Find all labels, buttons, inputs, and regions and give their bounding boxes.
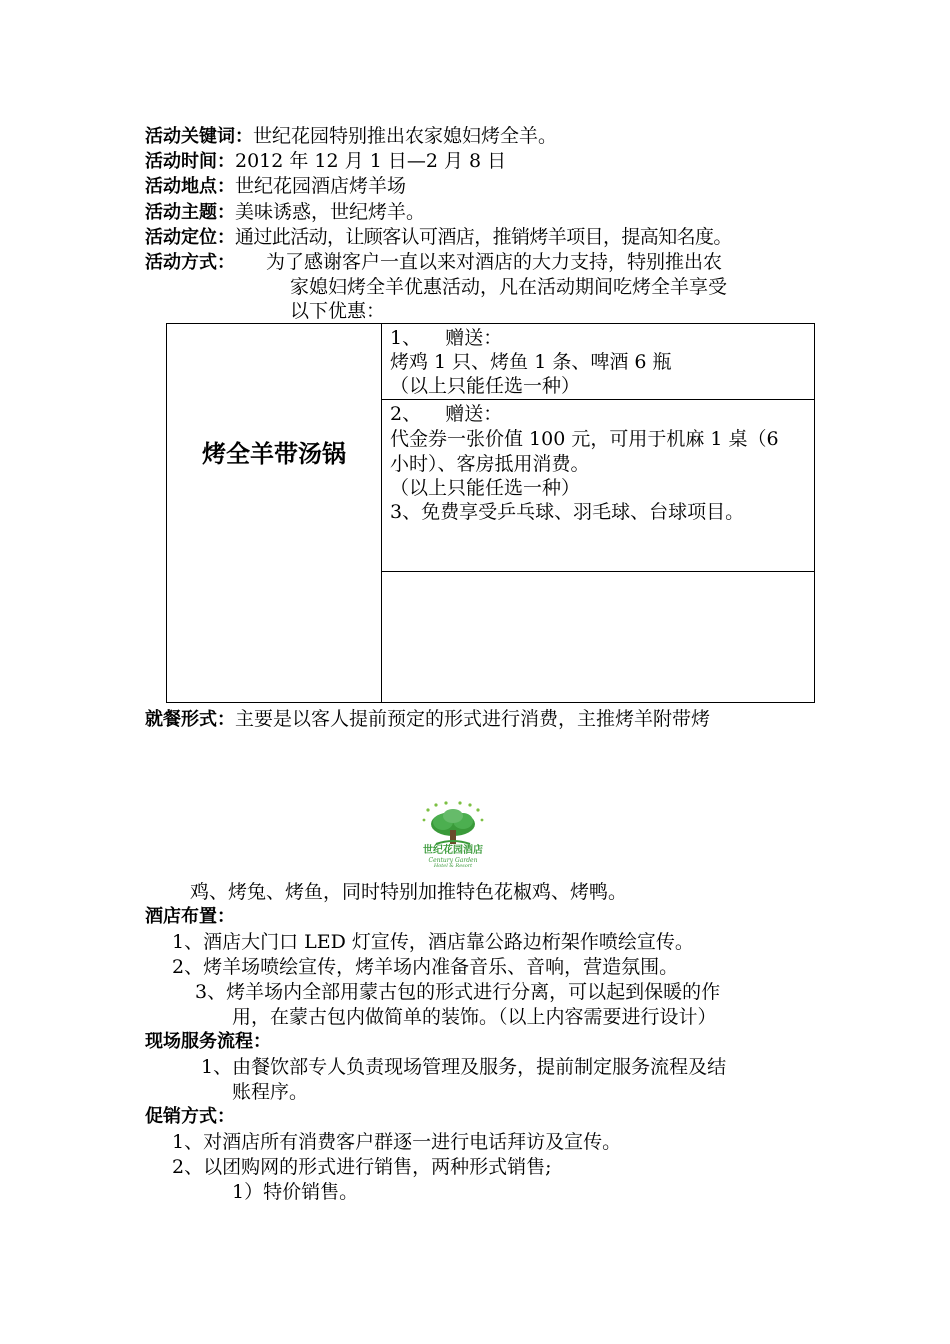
offer-table xyxy=(166,323,815,703)
logo-text-en2: Hotel & Resort xyxy=(433,863,473,869)
layout-item-2: 2、烤羊场喷绘宣传，烤羊场内准备音乐、音响，营造氛围。 xyxy=(172,956,679,978)
offer2-line2: 小时）、客房抵用消费。 xyxy=(390,453,590,475)
layout-item-1: 1、酒店大门口 LED 灯宣传，酒店靠公路边桁架作喷绘宣传。 xyxy=(172,931,694,953)
service-label: 现场服务流程： xyxy=(145,1031,271,1052)
method-line xyxy=(145,250,235,275)
table-divider-row1 xyxy=(381,399,814,400)
table-divider-row2 xyxy=(381,571,814,572)
position-value: 通过此活动，让顾客认可酒店，推销烤羊项目，提高知名度。 xyxy=(235,226,732,248)
promo-label: 促销方式： xyxy=(145,1106,235,1127)
position-line xyxy=(145,225,732,250)
offer1-head: 1、 赠送： xyxy=(390,327,503,349)
keyword-line xyxy=(145,124,557,149)
promo-item-2: 2、以团购网的形式进行销售，两种形式销售; xyxy=(172,1156,552,1178)
table-left-title: 烤全羊带汤锅 xyxy=(202,440,346,468)
offer2-line3: （以上只能任选一种） xyxy=(390,477,581,499)
time-label: 活动时间： xyxy=(145,151,235,172)
keyword-label: 活动关键词： xyxy=(145,126,253,147)
method-label: 活动方式： xyxy=(145,252,235,273)
dining-label: 就餐形式： xyxy=(145,709,235,730)
place-line xyxy=(145,174,406,199)
promo-sub-1: 1）特价销售。 xyxy=(232,1181,359,1203)
theme-label: 活动主题： xyxy=(145,202,235,223)
table-divider-vertical xyxy=(381,324,382,702)
offer1-line2: （以上只能任选一种） xyxy=(390,375,581,397)
method-text-2: 家媳妇烤全羊优惠活动，凡在活动期间吃烤全羊享受 xyxy=(290,276,728,298)
service-item-1-line2: 账程序。 xyxy=(232,1081,309,1103)
offer1-line1: 烤鸡 1 只、烤鱼 1 条、啤酒 6 瓶 xyxy=(390,351,672,373)
theme-line xyxy=(145,200,425,225)
place-value: 世纪花园酒店烤羊场 xyxy=(235,175,407,197)
method-text-1: 为了感谢客户一直以来对酒店的大力支持，特别推出农 xyxy=(266,251,723,273)
keyword-value: 世纪花园特别推出农家媳妇烤全羊。 xyxy=(253,125,558,147)
service-item-1-line1: 1、由餐饮部专人负责现场管理及服务，提前制定服务流程及结 xyxy=(201,1056,727,1078)
layout-item-3-line2: 用，在蒙古包内做简单的装饰。（以上内容需要进行设计） xyxy=(232,1006,717,1028)
layout-label: 酒店布置： xyxy=(145,906,235,927)
hotel-logo xyxy=(416,800,490,870)
time-line xyxy=(145,149,506,174)
offer3-line1: 3、免费享受乒乓球、羽毛球、台球项目。 xyxy=(390,501,745,523)
place-label: 活动地点： xyxy=(145,176,235,197)
position-label: 活动定位： xyxy=(145,227,235,248)
offer2-head: 2、 赠送： xyxy=(390,403,503,425)
dining-value: 主要是以客人提前预定的形式进行消费，主推烤羊附带烤 xyxy=(235,708,711,730)
dining-continued: 鸡、烤兔、烤鱼，同时特别加推特色花椒鸡、烤鸭。 xyxy=(190,881,628,903)
dining-line xyxy=(145,707,710,732)
logo-text-cn: 世纪花园酒店 xyxy=(423,845,483,856)
promo-item-1: 1、对酒店所有消费客户群逐一进行电话拜访及宣传。 xyxy=(172,1131,622,1153)
logo-text-en: Century Garden xyxy=(428,857,478,864)
offer2-line1: 代金券一张价值 100 元，可用于机麻 1 桌（6 xyxy=(390,428,779,450)
method-text-3: 以下优惠： xyxy=(290,300,386,322)
layout-item-3-line1: 3、烤羊场内全部用蒙古包的形式进行分离，可以起到保暖的作 xyxy=(195,981,721,1003)
time-value: 2012 年 12 月 1 日—2 月 8 日 xyxy=(235,150,507,172)
theme-value: 美味诱惑，世纪烤羊。 xyxy=(235,201,426,223)
